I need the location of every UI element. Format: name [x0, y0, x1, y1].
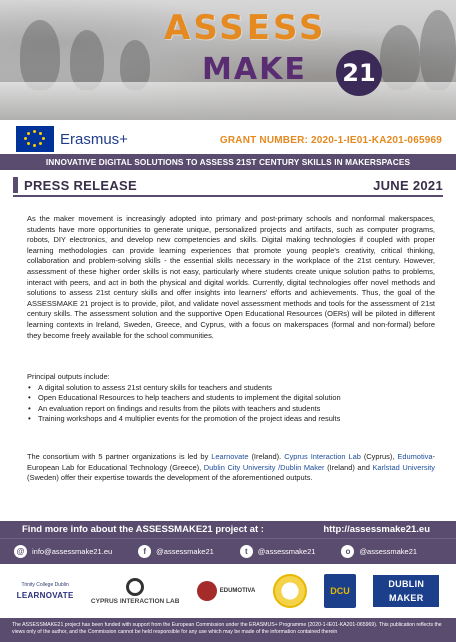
instagram-icon: o	[341, 545, 354, 558]
karlstad-logo	[273, 574, 307, 608]
hero-subtitle: MAKE	[202, 52, 307, 87]
hero-banner	[0, 0, 456, 120]
hero-workbench	[0, 82, 456, 120]
outputs-title: Principal outputs include:	[27, 372, 110, 381]
consortium-paragraph: The consortium with 5 partner organizations is led by Learnovate (Ireland). Cyprus Interaction Lab (Cyprus), Edumotiva-European Lab for Educational Technology (Greece), Dublin City University /Dublin Maker (Ireland) and Karlstad University (Sweden) offer their expertise towards the development of the aforementioned outputs.	[27, 452, 435, 483]
email-icon: @	[14, 545, 27, 558]
grant-number: GRANT NUMBER: 2020-1-IE01-KA201-065969	[219, 135, 442, 146]
gear-icon	[197, 581, 217, 601]
dcu-logo	[324, 574, 356, 608]
hero-title: ASSESS	[164, 8, 327, 48]
learnovate-label: LEARNOVATE	[16, 591, 74, 600]
facebook-icon: f	[138, 545, 151, 558]
contact-text: @assessmake21	[359, 547, 418, 556]
sun-seal-icon	[273, 574, 307, 608]
contact-twitter[interactable]	[240, 545, 316, 558]
cyprus-interaction-lab-link[interactable]: Cyprus Interaction Lab	[284, 452, 361, 461]
twitter-icon: t	[240, 545, 253, 558]
partner-logos	[0, 564, 456, 618]
erasmus-logo	[16, 126, 128, 152]
list-item: • Open Educational Resources to help teachers and students to implement the digital solution	[27, 393, 435, 403]
contact-text: @assessmake21	[156, 547, 214, 556]
disclaimer: The ASSESSMAKE21 project has been funded with support from the European Commission under the ERASMUS+ Programme (2020-1-IE01-KA201-065969). This publication reflects the views only of the author, and the Commission cannot be held responsible for any use which may be made of the information contained therein	[0, 618, 456, 642]
edumotiva-logo	[197, 581, 256, 601]
press-release-title: PRESS RELEASE	[24, 177, 137, 193]
gear-icon	[126, 578, 144, 596]
contact-email[interactable]	[14, 545, 112, 558]
subtitle-banner: INNOVATIVE DIGITAL SOLUTIONS TO ASSESS 21ST CENTURY SKILLS IN MAKERSPACES	[0, 154, 456, 170]
erasmus-label: Erasmus+	[60, 130, 128, 148]
hero-badge: 21	[336, 50, 382, 96]
karlstad-university-link[interactable]: Karlstad University	[372, 462, 435, 472]
eu-flag-icon	[16, 126, 54, 152]
contact-row	[0, 538, 456, 564]
accent-bar	[13, 177, 18, 193]
more-info-bar	[0, 521, 456, 538]
contact-text: @assessmake21	[257, 547, 316, 556]
body-paragraph: As the maker movement is increasingly adopted into primary and post-primary schools and nonformal makerspaces, students have more opportunities to generate unique, personalized projects and artifacts, such as computer programs, robots, DIY electronics, and develop new competencies and skills. Digital making technologies if coupled with proper learning methodologies can provide learning experiences that promote young people's creativity, critical thinking, collaboration and problem-solving skills - the essential skills necessary in the workplace of the 21st century. However, assessment of these higher order skills is not easy, particularly where students create unique solution paths to problems, interact with peers, and act in both the physical and digital worlds. Currently, digital technologies offer novel methods and solutions to assess 21st century skills and offer insights into learners' efforts and achievements. Thus, the goal of the ASSESSMAKE 21 project is to provide, pilot, and validate novel assessment methods and tools for the assessment of 21st century skills. The assessment solution and the supportive Open Educational Resources (OERs) will be piloted in different learning contexts in Ireland, Sweden, Greece, and Cyprus, with a focus on makerspaces (formal and non-formal) before they become freely available for the school communities.	[27, 214, 435, 340]
dcu-dublin-maker-link[interactable]: Dublin City University /Dublin Maker	[203, 462, 325, 472]
press-release-header	[13, 175, 443, 197]
list-item: • Training workshops and 4 multiplier events for the promotion of the project ideas and results	[27, 414, 435, 424]
edumotiva-label: EDUMOTIVA	[219, 587, 256, 594]
cyprus-lab-logo	[91, 578, 179, 605]
contact-text: info@assessmake21.eu	[32, 547, 113, 556]
press-release-date: JUNE 2021	[373, 177, 443, 193]
list-item: • An evaluation report on findings and results from the pilots with teachers and students	[27, 404, 435, 414]
outputs-list	[27, 383, 435, 425]
cyprus-lab-label: CYPRUS INTERACTION LAB	[90, 597, 180, 605]
dcu-label: DCU	[324, 574, 356, 608]
contact-instagram[interactable]	[341, 545, 417, 558]
dublin-maker-logo	[373, 575, 439, 607]
edumotiva-link[interactable]: Edumotiva	[397, 452, 433, 461]
list-item: • A digital solution to assess 21st century skills for teachers and students	[27, 383, 435, 393]
project-website-link[interactable]: http://assessmake21.eu	[323, 524, 430, 535]
contact-facebook[interactable]	[138, 545, 214, 558]
dublin-maker-label: DUBLIN MAKER	[373, 575, 439, 607]
learnovate-link[interactable]: Learnovate	[211, 452, 249, 461]
more-info-label: Find more info about the ASSESSMAKE21 project at :	[22, 524, 264, 535]
tcd-label: Trinity College Dublin	[21, 582, 69, 588]
tcd-learnovate-logo	[17, 582, 74, 600]
